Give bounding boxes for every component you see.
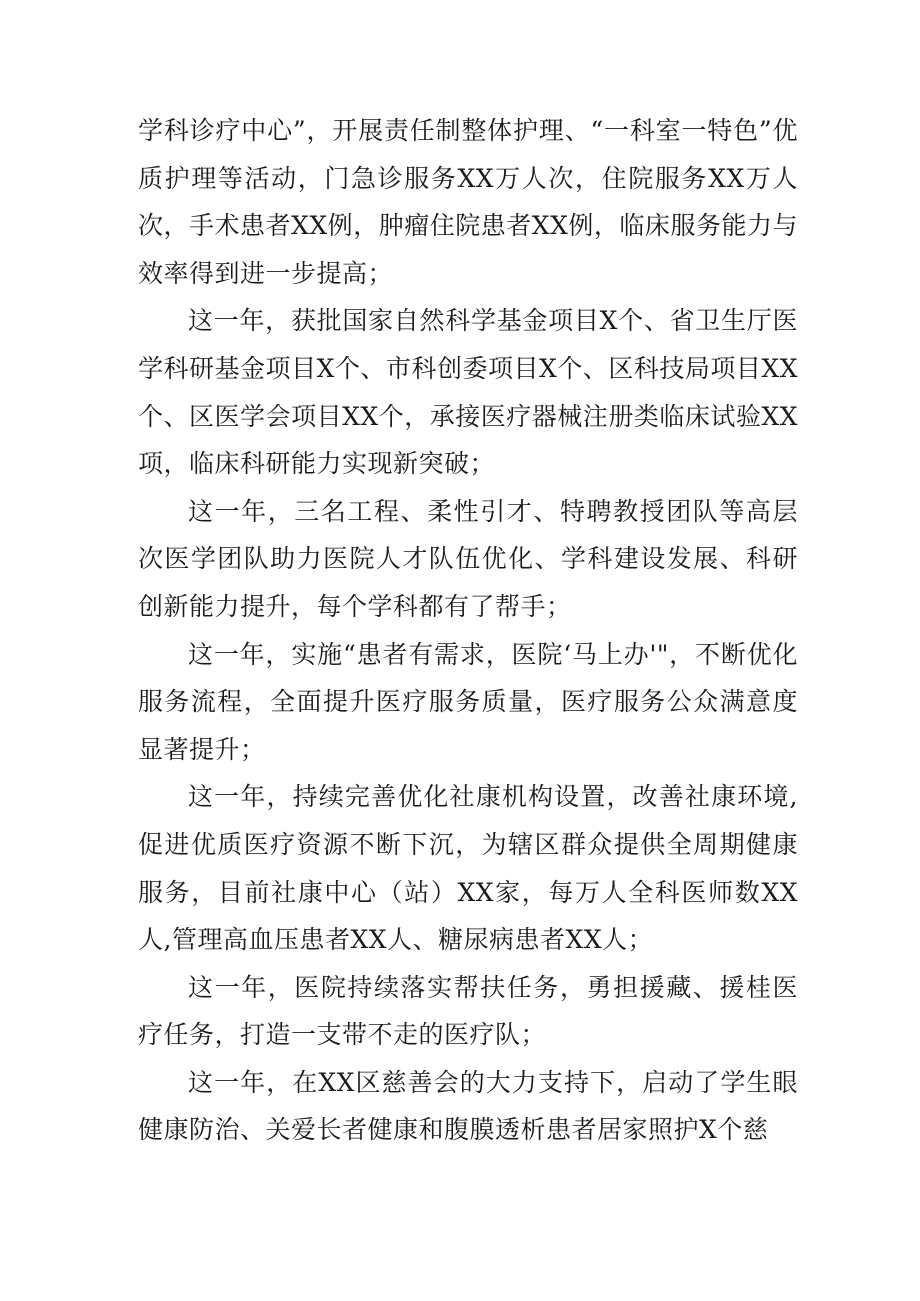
paragraph-4: 这一年，实施“患者有需求，医院‘马上办'"，不断优化服务流程，全面提升医疗服务质量，医疗服务公众满意度显著提升； (138, 639, 798, 764)
document-body (138, 107, 798, 1154)
paragraph-5: 这一年，持续完善优化社康机构设置，改善社康环境,促进优质医疗资源不断下沉，为辖区群众提供全周期健康服务，目前社康中心（站）XX家，每万人全科医师数XX人,管理高血压患者XX人、糖尿病患者XX人； (138, 782, 798, 955)
paragraph-3: 这一年，三名工程、柔性引才、特聘教授团队等高层次医学团队助力医院人才队伍优化、学科建设发展、科研创新能力提升，每个学科都有了帮手； (138, 496, 798, 621)
paragraph-7: 这一年，在XX区慈善会的大力支持下，启动了学生眼健康防治、关爱长者健康和腹膜透析患者居家照护X个慈 (138, 1067, 798, 1145)
paragraph-2: 这一年，获批国家自然科学基金项目X个、省卫生厅医学科研基金项目X个、市科创委项目X个、区科技局项目XX个、区医学会项目XX个，承接医疗器械注册类临床试验XX项，临床科研能力实现新突破； (138, 306, 798, 479)
paragraph-1: 学科诊疗中心”，开展责任制整体护理、“一科室一特色”优质护理等活动，门急诊服务XX万人次，住院服务XX万人次，手术患者XX例，肿瘤住院患者XX例，临床服务能力与效率得到进一步提高； (138, 116, 798, 288)
paragraph-6: 这一年，医院持续落实帮扶任务，勇担援藏、援桂医疗任务，打造一支带不走的医疗队； (138, 972, 798, 1050)
